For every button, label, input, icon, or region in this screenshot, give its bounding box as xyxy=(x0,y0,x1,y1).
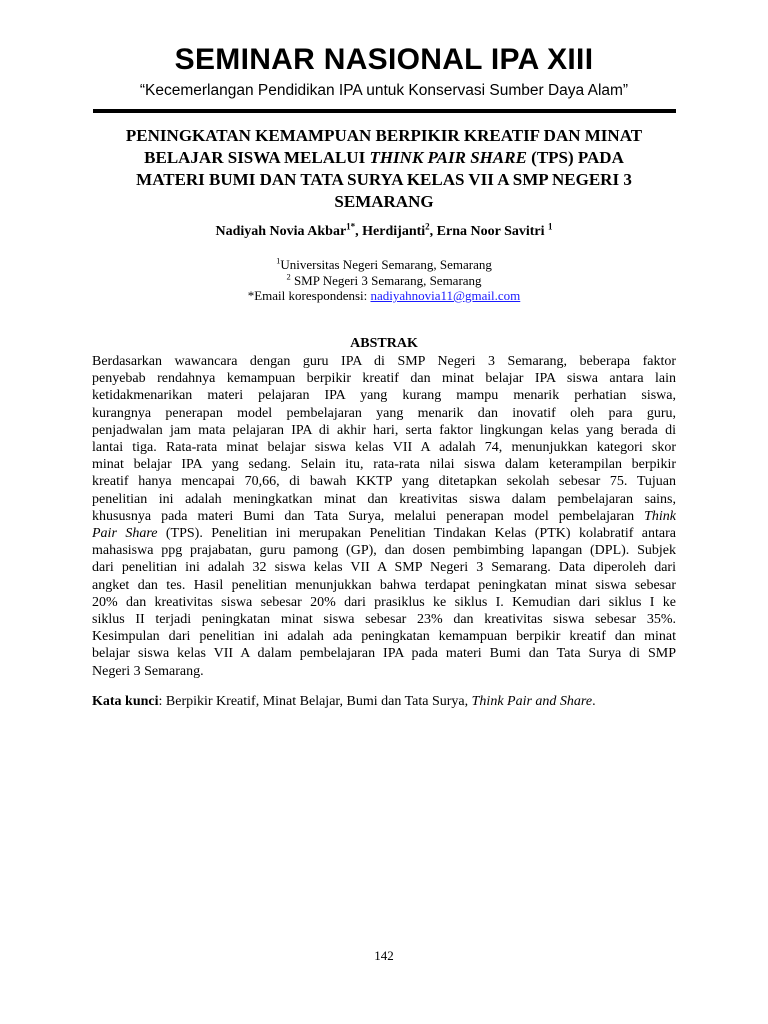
abstract-line: Negeri 3 Semarang. xyxy=(92,663,204,679)
abstract-line: penelitian ini adalah meningkatkan minat dan kreativitas siswa dalam pembelajaran sains, xyxy=(92,491,676,507)
abstract-line: Kesimpulan dari penelitian ini adalah ada peningkatan kemampuan berpikir kreatif dan minat xyxy=(92,629,676,645)
abstract-line: 20% dan kreativitas siswa sebesar 20% dari prasiklus ke siklus I. Kemudian dari siklus I ke xyxy=(92,594,676,610)
author-name: , Erna Noor Savitri xyxy=(429,224,549,239)
abstract-line: khususnya pada materi Bumi dan Tata Surya, melalui penerapan model pembelajaran Think xyxy=(92,508,676,524)
keywords: Kata kunci: Berpikir Kreatif, Minat Belajar, Bumi dan Tata Surya, Think Pair and Share. xyxy=(92,694,596,709)
affiliations xyxy=(92,257,676,304)
abstract-heading: ABSTRAK xyxy=(350,336,418,351)
email-link[interactable]: nadiyahnovia11@gmail.com xyxy=(370,288,521,303)
abstract-line: dari penelitian ini adalah 32 siswa kelas VII A SMP Negeri 3 Semarang. Data diperoleh dari xyxy=(92,560,676,576)
author-name: , Herdijanti xyxy=(355,224,426,239)
abstract-line: penjadwalan jam mata pelajaran IPA di akhir hari, serta faktor lingkungan kelas yang berada di xyxy=(92,422,676,438)
author-name: Nadiyah Novia Akbar xyxy=(215,224,347,239)
page-number: 142 xyxy=(374,948,394,963)
seminar-title: SEMINAR NASIONAL IPA XIII xyxy=(174,43,594,76)
abstract-line: mahasiswa ppg prajabatan, guru pamong (GP), dan dosen pembimbing lapangan (DPL). Subjek xyxy=(92,543,676,559)
title-line: SEMARANG xyxy=(334,192,434,211)
abstract-line: kurangnya penerapan model pembelajaran yang menarik dan inovatif oleh para guru, xyxy=(92,405,676,421)
paper-title xyxy=(92,125,676,213)
abstract-line: ketidakmenarikan materi pelajaran IPA yang kurang mampu menarik perhatian siswa, xyxy=(92,388,676,404)
affiliation-line: $^1$Universitas Negeri Semarang, Semarang xyxy=(276,255,492,272)
author-affiliation-mark: 2 xyxy=(425,221,430,232)
abstract-line: Pair Share (TPS). Penelitian ini merupakan Penelitian Tindakan Kelas (PTK) kolabratif antara xyxy=(92,526,676,542)
title-line: BELAJAR SISWA MELALUI THINK PAIR SHARE (TPS) PADA xyxy=(144,148,624,167)
abstract-line: siklus II terjadi peningkatan minat siswa sebesar 23% dan kreativitas siswa sebesar 35%. xyxy=(92,612,676,628)
keywords-italic: Think Pair and Share xyxy=(471,694,593,709)
seminar-theme: “Kecemerlangan Pendidikan IPA untuk Konservasi Sumber Daya Alam” xyxy=(139,82,629,99)
keywords-text: : Berpikir Kreatif, Minat Belajar, Bumi dan Tata Surya, xyxy=(158,694,472,709)
abstract-line: Berdasarkan wawancara dengan guru IPA di SMP Negeri 3 Semarang, beberapa faktor xyxy=(92,354,676,369)
abstract-line: kreatif hanya mencapai 70,66, di bawah KKTP yang ditetapkan sekolah sebesar 75. Tujuan xyxy=(92,474,676,490)
abstract-line: minat belajar IPA yang sedang. Selain itu, rata-rata nilai siswa dalam keterampilan berpikir xyxy=(92,457,676,473)
author-affiliation-mark: 1 xyxy=(548,221,553,232)
correspondence-email-line: *Email korespondensi: nadiyahnovia11@gmail.com xyxy=(247,288,521,303)
title-line: PENINGKATAN KEMAMPUAN BERPIKIR KREATIF DAN MINAT xyxy=(125,126,643,145)
abstract-line: lantai tiga. Rata-rata minat belajar siswa kelas VII A adalah 74, menunjukkan kategori skor xyxy=(92,440,676,456)
author-list xyxy=(92,222,676,242)
abstract-body xyxy=(92,353,676,680)
abstract-line: penyebab rendahnya kemampuan berpikir kreatif dan minat belajar IPA siswa antara lain xyxy=(92,371,676,387)
title-line: MATERI BUMI DAN TATA SURYA KELAS VII A SMP NEGERI 3 xyxy=(136,170,632,189)
header-divider xyxy=(93,109,676,113)
abstract-line: angket dan tes. Hasil penelitian menunjukkan bahwa terdapat peningkatan minat siswa sebesar xyxy=(92,577,676,593)
abstract-line: belajar siswa kelas VII A dalam pembelajaran IPA pada materi Bumi dan Tata Surya di SMP xyxy=(92,646,676,662)
keywords-label: Kata kunci xyxy=(92,694,159,709)
affiliation-line: $^2$ SMP Negeri 3 Semarang, Semarang xyxy=(286,271,482,288)
author-affiliation-mark: 1* xyxy=(346,221,356,232)
